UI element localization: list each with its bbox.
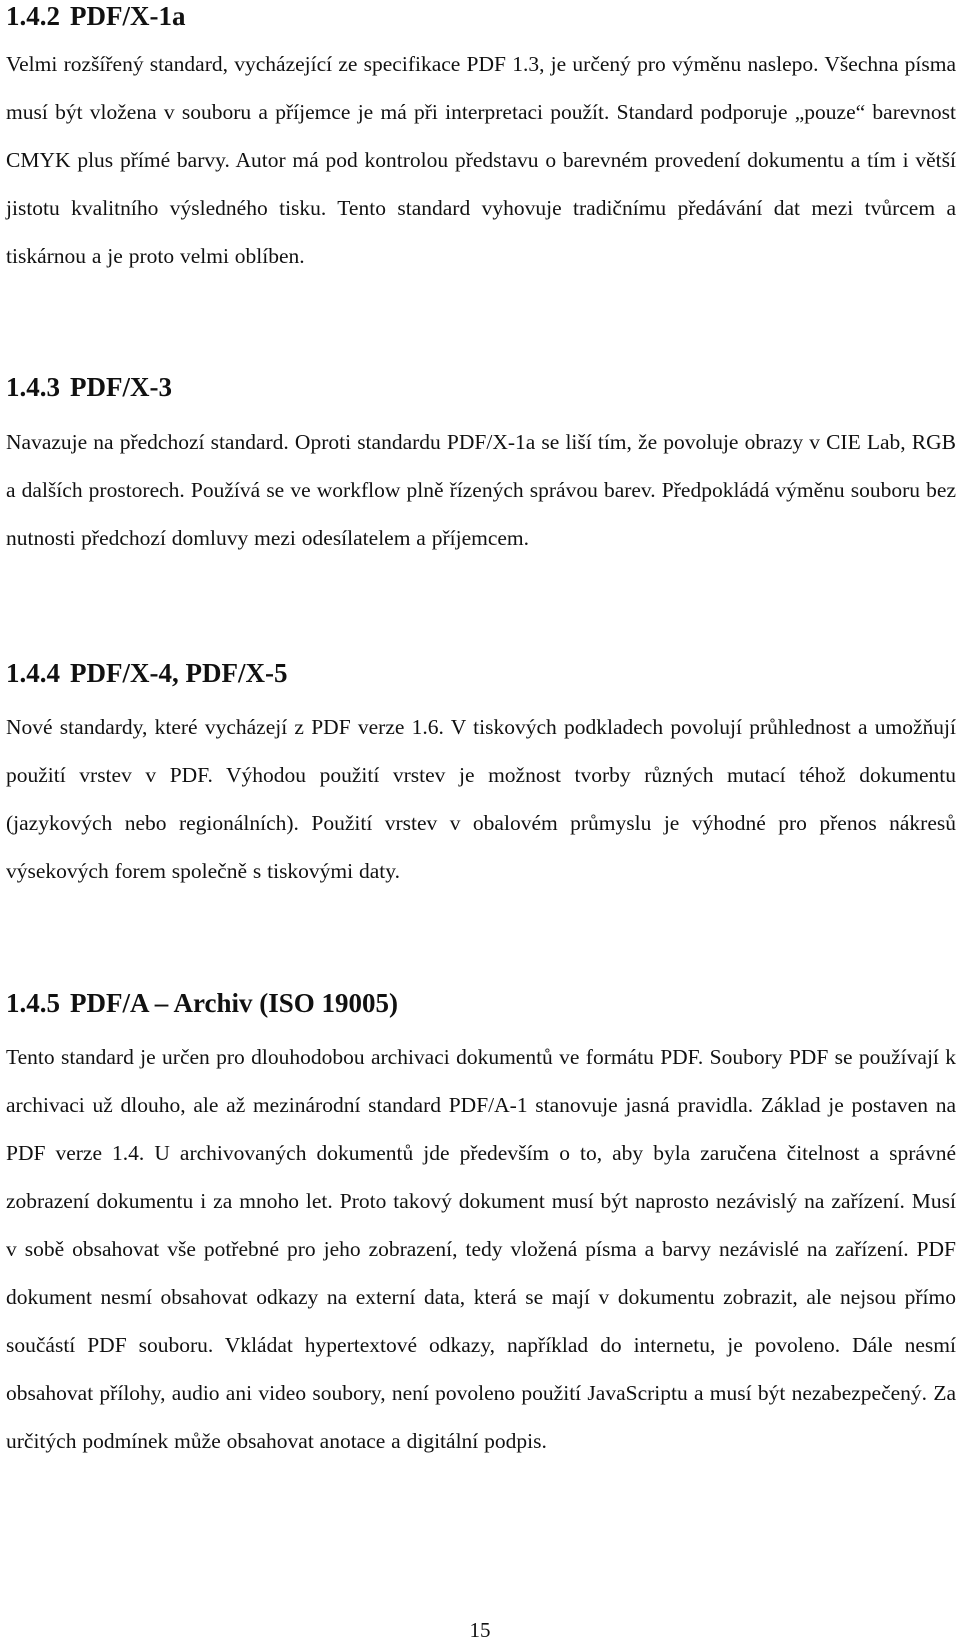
- section-heading-pdf-x-1a: [6, 0, 185, 32]
- section-title: PDF/X-3: [70, 372, 172, 402]
- section-number: 1.4.3: [6, 372, 60, 402]
- section-body-pdf-x-4-x-5: Nové standardy, které vycházejí z PDF verze 1.6. V tiskových podkladech povolují průhlednost a umožňují použití vrstev v PDF. Výhodou použití vrstev je možnost tvorby různých mutací téhož dokumentu (jazykových nebo regionálních). Použití vrstev v obalovém průmyslu je výhodné pro přenos nákresů výsekových forem společně s tiskovými daty.: [6, 715, 956, 883]
- section-body-pdf-a: Tento standard je určen pro dlouhodobou archivaci dokumentů ve formátu PDF. Soubory PDF se používají k archivaci už dlouho, ale až mezinárodní standard PDF/A-1 stanovuje jasná pravidla. Základ je postaven na PDF verze 1.4. U archivovaných dokumentů jde především o to, aby byla zaručena čitelnost a správné zobrazení dokumentu i za mnoho let. Proto takový dokument musí být naprosto nezávislý na zařízení. Musí v sobě obsahovat vše potřebné pro jeho zobrazení, tedy vložená písma a barvy nezávislé na zařízení. PDF dokument nesmí obsahovat odkazy na externí data, která se mají v dokumentu zobrazit, ale nejsou přímo součástí PDF souboru. Vkládat hypertextové odkazy, například do internetu, je povoleno. Dále nesmí obsahovat přílohy, audio ani video soubory, není povoleno použití JavaScriptu a musí být nezabezpečený. Za určitých podmínek může obsahovat anotace a digitální podpis.: [6, 1045, 956, 1453]
- section-title: PDF/X-4, PDF/X-5: [70, 658, 288, 688]
- section-body-pdf-x-3: Navazuje na předchozí standard. Oproti standardu PDF/X-1a se liší tím, že povoluje obrazy v CIE Lab, RGB a dalších prostorech. Používá se ve workflow plně řízených správou barev. Předpokládá výměnu souboru bez nutnosti předchozí domluvy mezi odesílatelem a příjemcem.: [6, 430, 956, 550]
- section-title: PDF/A – Archiv (ISO 19005): [70, 988, 399, 1018]
- section-number: 1.4.5: [6, 988, 60, 1018]
- section-heading-pdf-x-4-x-5: [6, 657, 287, 689]
- section-body-pdf-x-1a: Velmi rozšířený standard, vycházející ze specifikace PDF 1.3, je určený pro výměnu naslepo. Všechna písma musí být vložena v souboru a příjemce je má při interpretaci použít. Standard podporuje „pouze“ barevnost CMYK plus přímé barvy. Autor má pod kontrolou představu o barevném provedení dokumentu a tím i větší jistotu kvalitního výsledného tisku. Tento standard vyhovuje tradičnímu předávání dat mezi tvůrcem a tiskárnou a je proto velmi oblíben.: [6, 52, 956, 268]
- section-number: 1.4.2: [6, 1, 60, 31]
- section-title: PDF/X-1a: [70, 1, 186, 31]
- section-number: 1.4.4: [6, 658, 60, 688]
- section-heading-pdf-a: [6, 987, 398, 1019]
- page-number: 15: [469, 1618, 491, 1642]
- section-heading-pdf-x-3: [6, 371, 172, 403]
